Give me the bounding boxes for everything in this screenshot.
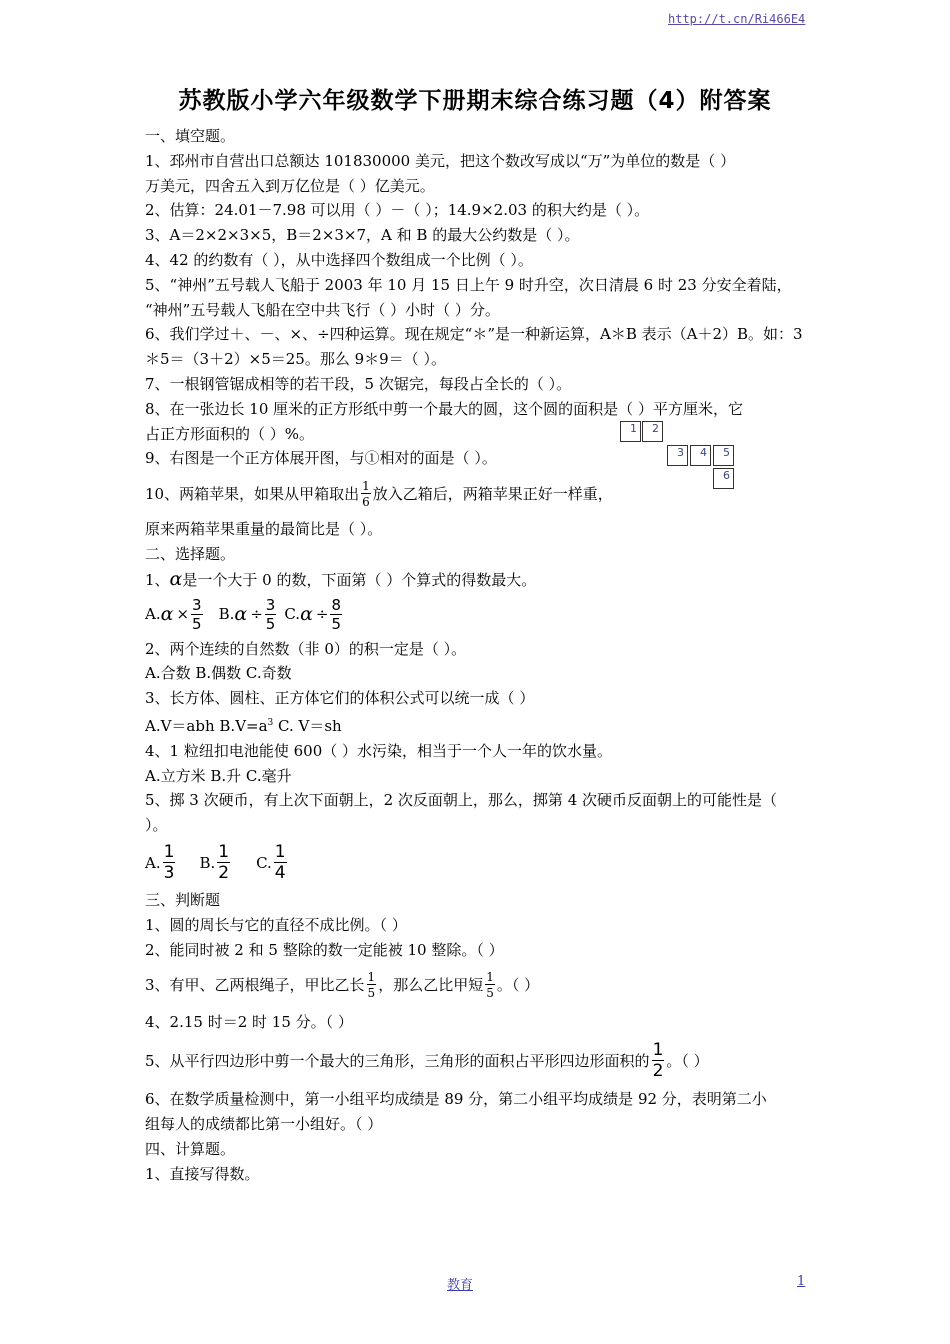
fraction bbox=[330, 595, 342, 633]
s2-q3: 3、长方体、圆柱、正方体它们的体积公式可以统一成（ ） bbox=[145, 689, 535, 708]
section-3-heading: 三、判断题 bbox=[145, 890, 221, 909]
s2-q4: 4、1 粒纽扣电池能使 600（ ）水污染，相当于一个人一年的饮水量。 bbox=[145, 741, 613, 760]
header-link[interactable]: http://t.cn/Ri466E4 bbox=[668, 12, 806, 26]
s3-q5-pre: 5、从平行四边形中剪一个最大的三角形，三角形的面积占平形四边形面积的 bbox=[145, 1051, 650, 1070]
alpha-symbol: α bbox=[160, 603, 174, 626]
s1-q2: 2、估算：24.01－7.98 可以用（ ）－（ ）；14.9×2.03 的积大约是（ ）。 bbox=[145, 201, 650, 220]
operator: ÷ bbox=[250, 605, 263, 624]
s1-q10-pre: 10、两箱苹果，如果从甲箱取出 bbox=[145, 484, 360, 503]
s3-q3-pre: 3、有甲、乙两根绳子，甲比乙长 bbox=[145, 975, 365, 994]
page-number: 1 bbox=[797, 1274, 806, 1289]
s1-q10-line2: 原来两箱苹果重量的最简比是（ ）。 bbox=[145, 520, 383, 539]
fraction bbox=[217, 841, 230, 883]
s1-q3: 3、A＝2×2×3×5，B＝2×3×7，A 和 B 的最大公约数是（ ）。 bbox=[145, 226, 580, 245]
fraction-one-sixth bbox=[361, 480, 371, 508]
fraction-numerator: 1 bbox=[362, 479, 370, 494]
section-1-heading: 一、填空题。 bbox=[145, 127, 236, 145]
s2-q1 bbox=[145, 567, 817, 593]
fraction-numerator: 8 bbox=[331, 595, 342, 614]
fraction-denominator: 5 bbox=[265, 614, 276, 633]
s1-q7: 7、一根钢管锯成相等的若干段，5 次锯完，每段占全长的（ ）。 bbox=[145, 374, 572, 393]
s2-q1-pre: 1、 bbox=[145, 570, 170, 589]
fraction-denominator: 5 bbox=[367, 986, 376, 1001]
fraction-numerator: 3 bbox=[192, 595, 202, 614]
section-2-heading: 二、选择题。 bbox=[145, 544, 236, 563]
fraction-numerator: 1 bbox=[652, 1040, 664, 1061]
s2-q3-options bbox=[145, 711, 817, 739]
s3-q5-post: 。（ ） bbox=[666, 1051, 709, 1070]
s3-q6-line2: 组每人的成绩都比第一小组好。（ ） bbox=[145, 1114, 383, 1133]
operator: × bbox=[176, 605, 190, 624]
fraction bbox=[191, 595, 203, 633]
s1-q5-line1: 5、“神州”五号载人飞船于 2003 年 10 月 15 日上午 9 时升空，次日清晨 6 时 23 分安全着陆， bbox=[145, 275, 792, 294]
s1-q6-line2: ＊5＝（3＋2）×5＝25。那么 9＊9＝（ ）。 bbox=[145, 350, 446, 369]
fraction bbox=[485, 971, 495, 999]
fraction-denominator: 2 bbox=[218, 862, 230, 883]
fraction bbox=[163, 841, 176, 883]
s2-q4-options: A.立方米 B.升 C.毫升 bbox=[145, 766, 292, 785]
net-face-6: 6 bbox=[713, 468, 734, 489]
fraction-numerator: 3 bbox=[265, 595, 276, 614]
s3-q6-line1: 6、在数学质量检测中，第一小组平均成绩是 89 分，第二小组平均成绩是 92 分，表明第二小 bbox=[145, 1090, 767, 1109]
option-b-label: B. bbox=[199, 853, 216, 872]
fraction-denominator: 5 bbox=[486, 986, 494, 1001]
net-face-3: 3 bbox=[667, 445, 688, 466]
option-c-label: C. bbox=[256, 853, 272, 872]
operator: ÷ bbox=[315, 605, 329, 624]
s1-q6-line1: 6、我们学过＋、－、×、÷四种运算。现在规定“＊”是一种新运算，A＊B 表示（A＋2）B。如：3 bbox=[145, 325, 803, 344]
s2-q1-options bbox=[145, 593, 817, 637]
s3-q3-post: 。（ ） bbox=[496, 975, 540, 994]
fraction bbox=[367, 971, 377, 999]
net-face-5: 5 bbox=[713, 445, 734, 466]
s3-q2: 2、能同时被 2 和 5 整除的数一定能被 10 整除。（ ） bbox=[145, 940, 504, 959]
option-a-label: A. bbox=[145, 605, 161, 624]
footer-link[interactable]: 教育 bbox=[447, 1278, 474, 1293]
alpha-symbol: α bbox=[234, 603, 248, 626]
document-body bbox=[145, 124, 817, 1186]
s3-q3-mid: ，那么乙比甲短 bbox=[378, 975, 484, 994]
page-title: 苏教版小学六年级数学下册期末综合练习题（4）附答案 bbox=[178, 88, 772, 114]
s2-q2: 2、两个连续的自然数（非 0）的积一定是（ ）。 bbox=[145, 639, 467, 658]
fraction bbox=[274, 841, 287, 883]
s2-q3-opt-ab: A.V＝abh B.V=a bbox=[145, 716, 268, 735]
fraction-denominator: 3 bbox=[163, 862, 175, 883]
cube-net-diagram bbox=[620, 421, 740, 496]
s3-q4: 4、2.15 时＝2 时 15 分。（ ） bbox=[145, 1013, 353, 1032]
net-face-1: 1 bbox=[620, 421, 641, 442]
s1-q10-post: 放入乙箱后，两箱苹果正好一样重， bbox=[372, 484, 613, 503]
option-b-label: B. bbox=[218, 605, 235, 624]
s2-q5-options bbox=[145, 838, 817, 888]
s2-q5-line2: ）。 bbox=[145, 816, 168, 835]
s2-q5-line1: 5、掷 3 次硬币，有上次下面朝上，2 次反面朝上，那么，掷第 4 次硬币反面朝上的可能性是（ bbox=[145, 791, 778, 810]
s1-q1-line2: 万美元，四舍五入到万亿位是（ ）亿美元。 bbox=[145, 176, 435, 195]
s2-q2-options: A.合数 B.偶数 C.奇数 bbox=[145, 664, 292, 683]
fraction bbox=[265, 595, 277, 633]
option-c-label: C. bbox=[284, 605, 301, 624]
s2-q1-post: 是一个大于 0 的数，下面第（ ）个算式的得数最大。 bbox=[182, 570, 537, 589]
net-face-2: 2 bbox=[642, 421, 663, 442]
fraction-numerator: 1 bbox=[274, 841, 286, 862]
superscript: 3 bbox=[267, 717, 274, 728]
s1-q4: 4、42 的约数有（ ），从中选择四个数组成一个比例（ ）。 bbox=[145, 250, 533, 269]
fraction-denominator: 5 bbox=[331, 614, 342, 633]
net-face-4: 4 bbox=[690, 445, 711, 466]
option-a-label: A. bbox=[145, 853, 161, 872]
fraction-numerator: 1 bbox=[367, 970, 376, 985]
s2-q3-opt-c: C. V＝sh bbox=[273, 716, 342, 735]
s3-q5 bbox=[145, 1035, 817, 1087]
s1-q5-line2: “神州”五号载人飞船在空中共飞行（ ）小时（ ）分。 bbox=[145, 300, 500, 319]
fraction-numerator: 1 bbox=[218, 841, 230, 862]
fraction-numerator: 1 bbox=[163, 841, 175, 862]
fraction-denominator: 6 bbox=[362, 495, 370, 510]
fraction bbox=[652, 1042, 665, 1080]
fraction-denominator: 4 bbox=[274, 862, 286, 883]
s3-q1: 1、圆的周长与它的直径不成比例。（ ） bbox=[145, 915, 407, 934]
alpha-symbol: α bbox=[169, 567, 183, 590]
fraction-numerator: 1 bbox=[486, 970, 494, 985]
fraction-denominator: 5 bbox=[192, 614, 202, 633]
section-4-heading: 四、计算题。 bbox=[145, 1139, 236, 1158]
s1-q1-line1: 1、邳州市自营出口总额达 101830000 美元，把这个数改写成以“万”为单位的数是（ ） bbox=[145, 151, 736, 170]
s1-q9: 9、右图是一个正方体展开图，与①相对的面是（ ）。 bbox=[145, 449, 497, 468]
alpha-symbol: α bbox=[300, 603, 313, 626]
s1-q8-line2: 占正方形面积的（ ）%。 bbox=[145, 424, 315, 443]
s1-q8-line1: 8、在一张边长 10 厘米的正方形纸中剪一个最大的圆，这个圆的面积是（ ）平方厘米，它 bbox=[145, 399, 743, 418]
s4-q1: 1、直接写得数。 bbox=[145, 1164, 260, 1183]
s3-q3 bbox=[145, 962, 817, 1008]
fraction-denominator: 2 bbox=[652, 1061, 664, 1082]
